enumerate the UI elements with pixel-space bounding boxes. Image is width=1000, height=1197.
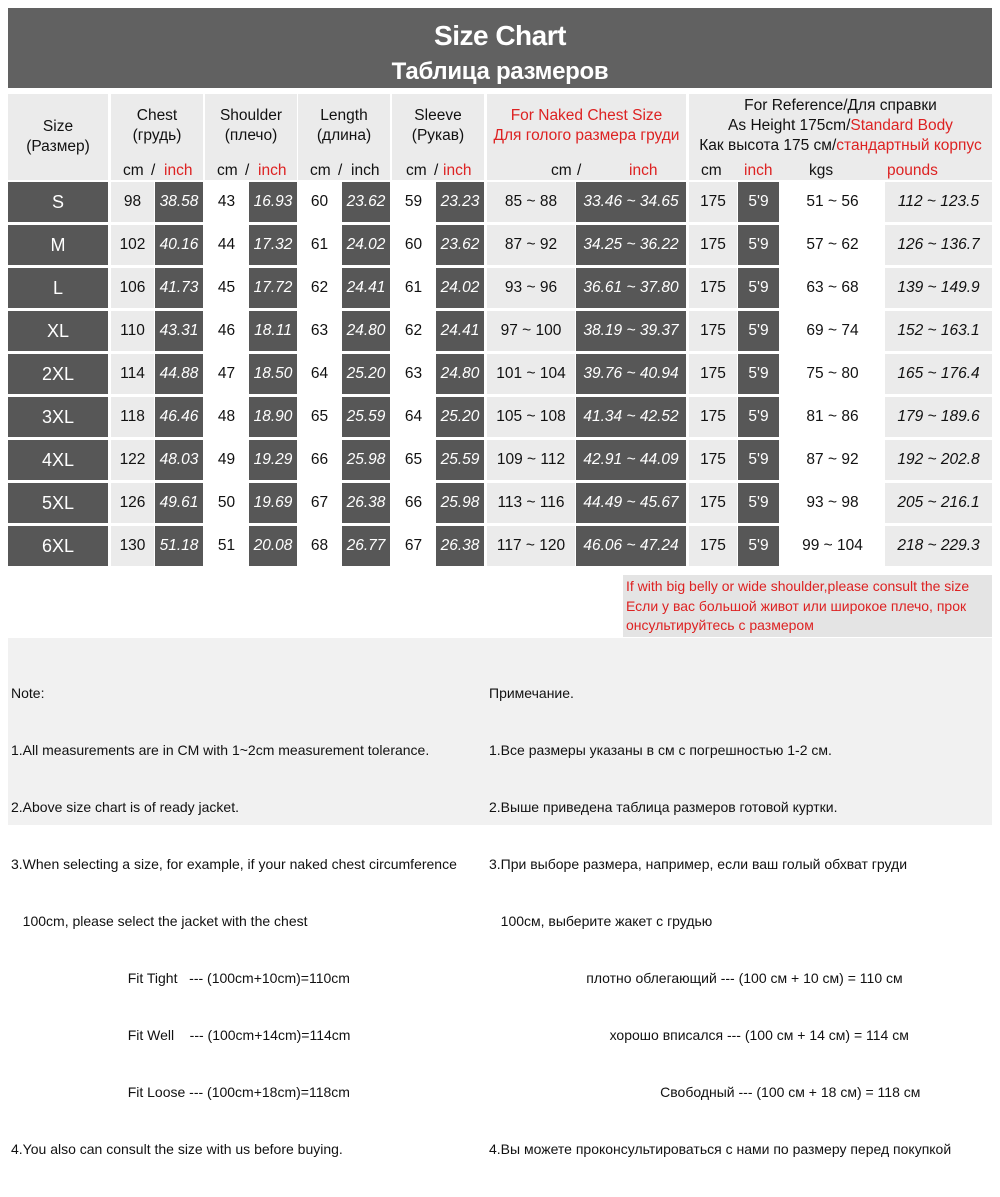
unit-pounds: pounds (887, 162, 938, 179)
chest-inch: 44.88 (155, 354, 203, 394)
unit-cm: cm (217, 162, 238, 179)
height-cm: 175 (689, 526, 737, 566)
naked-chest-cm: 109 ~ 112 (487, 440, 575, 480)
length-inch: 25.59 (342, 397, 390, 437)
weight-pounds: 205 ~ 216.1 (885, 483, 992, 523)
header-reference-en (689, 116, 992, 136)
naked-chest-inch: 33.46 ~ 34.65 (576, 182, 686, 222)
height-inch: 5'9 (738, 526, 779, 566)
note-line: Fit Loose --- (100cm+18cm)=118cm (11, 1084, 350, 1100)
notes-russian (489, 646, 951, 1197)
note-line: 1.Все размеры указаны в см с погрешностью 1-2 см. (489, 742, 832, 758)
naked-chest-cm: 97 ~ 100 (487, 311, 575, 351)
header-shoulder-ru: (плечо) (224, 127, 278, 144)
unit-cm: cm (406, 162, 427, 179)
unit-cm: cm (701, 162, 722, 179)
height-inch: 5'9 (738, 483, 779, 523)
weight-pounds: 179 ~ 189.6 (885, 397, 992, 437)
height-cm: 175 (689, 397, 737, 437)
height-inch: 5'9 (738, 268, 779, 308)
unit-kgs: kgs (809, 162, 834, 179)
sleeve-cm: 59 (392, 182, 435, 222)
weight-kgs: 63 ~ 68 (781, 268, 884, 308)
note-line: плотно облегающий --- (100 см + 10 см) = 110 см (489, 970, 903, 986)
sleeve-inch: 24.02 (436, 268, 484, 308)
sleeve-cm: 62 (392, 311, 435, 351)
chest-inch: 43.31 (155, 311, 203, 351)
note-line: 2.Above size chart is of ready jacket. (11, 799, 239, 815)
size-label: XL (8, 311, 108, 351)
weight-pounds: 139 ~ 149.9 (885, 268, 992, 308)
weight-kgs: 99 ~ 104 (781, 526, 884, 566)
sleeve-cm: 64 (392, 397, 435, 437)
note-line: хорошо вписался --- (100 см + 14 см) = 114 см (489, 1027, 909, 1043)
naked-chest-cm: 87 ~ 92 (487, 225, 575, 265)
header-reference-title: For Reference/Для справки (744, 97, 937, 114)
sleeve-inch: 23.62 (436, 225, 484, 265)
naked-chest-inch: 44.49 ~ 45.67 (576, 483, 686, 523)
header-length-en: Length (320, 107, 368, 124)
header-shoulder-en: Shoulder (219, 107, 283, 124)
sleeve-inch: 24.80 (436, 354, 484, 394)
sleeve-cm: 66 (392, 483, 435, 523)
naked-chest-inch: 39.76 ~ 40.94 (576, 354, 686, 394)
shoulder-inch: 17.72 (249, 268, 297, 308)
length-inch: 23.62 (342, 182, 390, 222)
header-chest (111, 94, 203, 180)
naked-chest-cm: 93 ~ 96 (487, 268, 575, 308)
length-inch: 25.20 (342, 354, 390, 394)
header-naked-en: For Naked Chest Size (510, 107, 663, 124)
header-length-ru: (длина) (316, 127, 372, 144)
unit-slash: / (151, 162, 156, 179)
sleeve-cm: 65 (392, 440, 435, 480)
length-cm: 63 (298, 311, 341, 351)
header-size-ru: (Размер) (26, 138, 90, 155)
weight-kgs: 69 ~ 74 (781, 311, 884, 351)
weight-pounds: 126 ~ 136.7 (885, 225, 992, 265)
header-shoulder (205, 94, 297, 180)
reference-standard-ru: стандартный корпус (836, 137, 982, 154)
sleeve-cm: 67 (392, 526, 435, 566)
shoulder-cm: 49 (205, 440, 248, 480)
sleeve-inch: 25.98 (436, 483, 484, 523)
shoulder-inch: 18.11 (249, 311, 297, 351)
note-line: Fit Tight --- (100cm+10cm)=110cm (11, 970, 350, 986)
shoulder-cm: 50 (205, 483, 248, 523)
naked-chest-cm: 105 ~ 108 (487, 397, 575, 437)
unit-cm: cm (551, 162, 572, 179)
sleeve-cm: 63 (392, 354, 435, 394)
header-sleeve-en: Sleeve (414, 107, 462, 124)
shoulder-inch: 16.93 (249, 182, 297, 222)
header-sleeve (392, 94, 484, 180)
chest-inch: 51.18 (155, 526, 203, 566)
unit-slash: / (245, 162, 250, 179)
note-line: 3.При выборе размера, например, если ваш голый обхват груди (489, 856, 908, 872)
sleeve-inch: 23.23 (436, 182, 484, 222)
unit-cm: cm (310, 162, 331, 179)
reference-height-ru: Как высота 175 см/ (699, 137, 837, 154)
note-line: 4.Вы можете проконсультироваться с нами по размеру перед покупкой (489, 1141, 952, 1157)
height-cm: 175 (689, 440, 737, 480)
note-line: 100см, выберите жакет с грудью (489, 913, 713, 929)
chest-cm: 126 (111, 483, 154, 523)
sleeve-inch: 26.38 (436, 526, 484, 566)
length-inch: 24.02 (342, 225, 390, 265)
weight-pounds: 192 ~ 202.8 (885, 440, 992, 480)
length-inch: 26.38 (342, 483, 390, 523)
consult-note-line: If with big belly or wide shoulder,please consult the size (626, 578, 970, 594)
height-cm: 175 (689, 354, 737, 394)
note-line: Fit Well --- (100cm+14cm)=114cm (11, 1027, 351, 1043)
header-size-en: Size (42, 118, 74, 135)
size-label: 3XL (8, 397, 108, 437)
sleeve-inch: 25.20 (436, 397, 484, 437)
unit-slash: / (434, 162, 439, 179)
naked-chest-cm: 85 ~ 88 (487, 182, 575, 222)
naked-chest-inch: 46.06 ~ 47.24 (576, 526, 686, 566)
unit-inch: inch (744, 162, 773, 179)
height-cm: 175 (689, 483, 737, 523)
chest-inch: 41.73 (155, 268, 203, 308)
note-line: 100cm, please select the jacket with the chest (11, 913, 308, 929)
chest-cm: 98 (111, 182, 154, 222)
length-cm: 64 (298, 354, 341, 394)
height-inch: 5'9 (738, 225, 779, 265)
height-inch: 5'9 (738, 354, 779, 394)
unit-inch: inch (164, 162, 193, 179)
length-cm: 62 (298, 268, 341, 308)
unit-inch: inch (629, 162, 658, 179)
length-inch: 26.77 (342, 526, 390, 566)
notes-english (11, 646, 457, 1197)
chest-cm: 102 (111, 225, 154, 265)
header-reference-ru (689, 136, 992, 156)
note-line: 2.Выше приведена таблица размеров готовой куртки. (489, 799, 838, 815)
note-line: 1.All measurements are in CM with 1~2cm measurement tolerance. (11, 742, 430, 758)
chest-cm: 106 (111, 268, 154, 308)
note-line: Примечание. (489, 685, 574, 701)
length-cm: 67 (298, 483, 341, 523)
reference-height-en: As Height 175cm/ (728, 117, 851, 134)
naked-chest-inch: 42.91 ~ 44.09 (576, 440, 686, 480)
naked-chest-cm: 101 ~ 104 (487, 354, 575, 394)
shoulder-inch: 19.69 (249, 483, 297, 523)
height-inch: 5'9 (738, 182, 779, 222)
height-cm: 175 (689, 268, 737, 308)
naked-chest-inch: 41.34 ~ 42.52 (576, 397, 686, 437)
length-inch: 24.80 (342, 311, 390, 351)
unit-inch: inch (351, 162, 380, 179)
length-inch: 25.98 (342, 440, 390, 480)
shoulder-cm: 51 (205, 526, 248, 566)
weight-kgs: 75 ~ 80 (781, 354, 884, 394)
chest-inch: 49.61 (155, 483, 203, 523)
size-label: M (8, 225, 108, 265)
height-inch: 5'9 (738, 397, 779, 437)
header-chest-en: Chest (136, 107, 178, 124)
note-line: 3.When selecting a size, for example, if your naked chest circumference (11, 856, 457, 872)
size-label: 2XL (8, 354, 108, 394)
weight-kgs: 87 ~ 92 (781, 440, 884, 480)
title-banner (8, 8, 992, 88)
shoulder-cm: 43 (205, 182, 248, 222)
length-cm: 65 (298, 397, 341, 437)
length-cm: 68 (298, 526, 341, 566)
weight-pounds: 152 ~ 163.1 (885, 311, 992, 351)
header-naked-chest (487, 94, 686, 180)
unit-inch: inch (258, 162, 287, 179)
weight-kgs: 57 ~ 62 (781, 225, 884, 265)
chest-cm: 114 (111, 354, 154, 394)
height-cm: 175 (689, 182, 737, 222)
shoulder-cm: 45 (205, 268, 248, 308)
sleeve-cm: 60 (392, 225, 435, 265)
length-inch: 24.41 (342, 268, 390, 308)
weight-kgs: 93 ~ 98 (781, 483, 884, 523)
naked-chest-inch: 36.61 ~ 37.80 (576, 268, 686, 308)
note-line: 4.You also can consult the size with us before buying. (11, 1141, 343, 1157)
height-cm: 175 (689, 225, 737, 265)
height-inch: 5'9 (738, 440, 779, 480)
size-label: 5XL (8, 483, 108, 523)
chart-title: Size Chart (434, 20, 566, 51)
chest-cm: 122 (111, 440, 154, 480)
shoulder-inch: 17.32 (249, 225, 297, 265)
shoulder-inch: 19.29 (249, 440, 297, 480)
header-reference (689, 94, 992, 180)
naked-chest-cm: 113 ~ 116 (487, 483, 575, 523)
unit-inch: inch (443, 162, 472, 179)
chart-title-ru: Таблица размеров (391, 58, 609, 85)
chest-inch: 40.16 (155, 225, 203, 265)
unit-slash: / (577, 162, 582, 179)
sleeve-inch: 25.59 (436, 440, 484, 480)
weight-pounds: 165 ~ 176.4 (885, 354, 992, 394)
shoulder-inch: 18.50 (249, 354, 297, 394)
weight-pounds: 112 ~ 123.5 (885, 182, 992, 222)
length-cm: 66 (298, 440, 341, 480)
height-inch: 5'9 (738, 311, 779, 351)
header-sleeve-ru: (Рукав) (411, 127, 465, 144)
length-cm: 61 (298, 225, 341, 265)
notes-panel (8, 638, 992, 1157)
consult-note (623, 575, 992, 637)
shoulder-cm: 46 (205, 311, 248, 351)
chest-cm: 118 (111, 397, 154, 437)
naked-chest-inch: 38.19 ~ 39.37 (576, 311, 686, 351)
note-line: Note: (11, 685, 45, 701)
shoulder-cm: 44 (205, 225, 248, 265)
weight-pounds: 218 ~ 229.3 (885, 526, 992, 566)
header-length (298, 94, 390, 180)
size-label: L (8, 268, 108, 308)
shoulder-cm: 47 (205, 354, 248, 394)
consult-note-line: онсультируйтесь с размером (626, 617, 814, 633)
height-cm: 175 (689, 311, 737, 351)
sleeve-cm: 61 (392, 268, 435, 308)
chest-inch: 38.58 (155, 182, 203, 222)
header-size (8, 94, 108, 180)
length-cm: 60 (298, 182, 341, 222)
shoulder-inch: 18.90 (249, 397, 297, 437)
unit-cm: cm (123, 162, 144, 179)
naked-chest-cm: 117 ~ 120 (487, 526, 575, 566)
chest-inch: 48.03 (155, 440, 203, 480)
size-label: 4XL (8, 440, 108, 480)
size-label: S (8, 182, 108, 222)
weight-kgs: 51 ~ 56 (781, 182, 884, 222)
unit-slash: / (338, 162, 343, 179)
weight-kgs: 81 ~ 86 (781, 397, 884, 437)
chest-cm: 110 (111, 311, 154, 351)
chest-inch: 46.46 (155, 397, 203, 437)
shoulder-cm: 48 (205, 397, 248, 437)
header-chest-ru: (грудь) (132, 127, 182, 144)
reference-standard-en: Standard Body (850, 117, 953, 134)
size-label: 6XL (8, 526, 108, 566)
header-naked-ru: Для голого размера груди (493, 127, 680, 144)
sleeve-inch: 24.41 (436, 311, 484, 351)
consult-note-line: Если у вас большой живот или широкое плечо, прок (626, 597, 967, 614)
naked-chest-inch: 34.25 ~ 36.22 (576, 225, 686, 265)
note-line: Свободный --- (100 см + 18 см) = 118 см (489, 1084, 921, 1100)
shoulder-inch: 20.08 (249, 526, 297, 566)
chest-cm: 130 (111, 526, 154, 566)
